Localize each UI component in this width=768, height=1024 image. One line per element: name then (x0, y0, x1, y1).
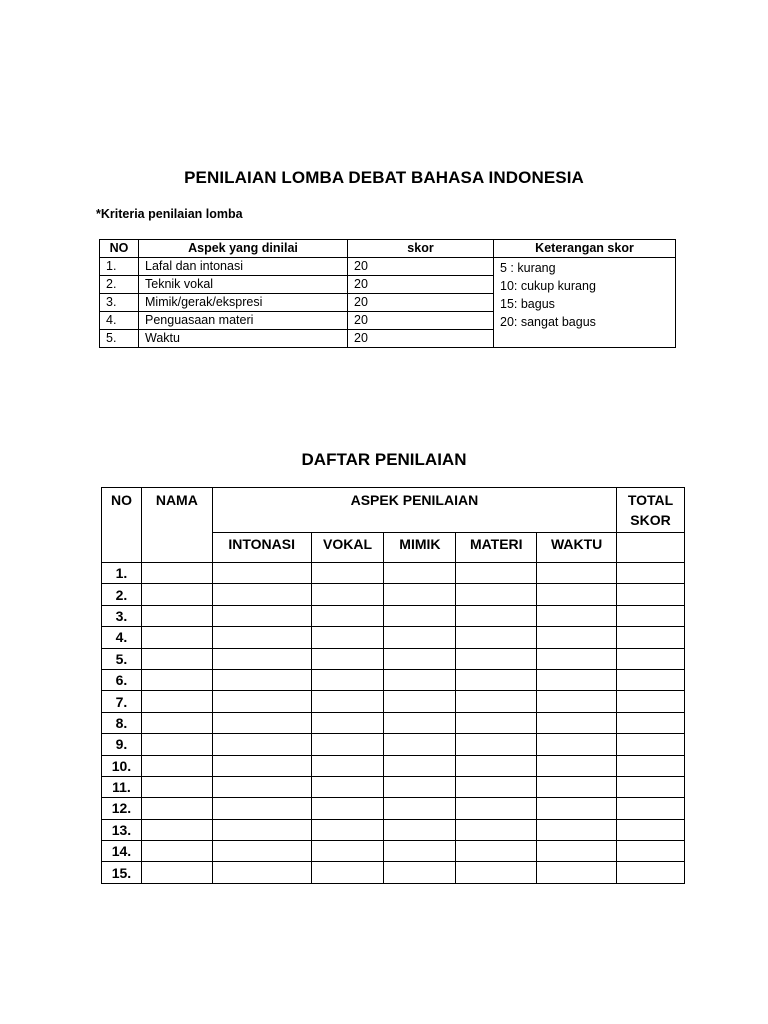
row-number: 3. (102, 605, 142, 626)
score-cell (617, 862, 685, 883)
criteria-header-no: NO (100, 240, 139, 258)
score-cell (141, 605, 212, 626)
score-cell (537, 841, 617, 862)
score-cell (537, 862, 617, 883)
score-cell (311, 798, 384, 819)
row-number: 14. (102, 841, 142, 862)
score-cell (456, 798, 537, 819)
score-cell (212, 862, 311, 883)
score-cell (311, 605, 384, 626)
score-header-nama: NAMA (141, 488, 212, 563)
score-cell (212, 669, 311, 690)
score-cell (212, 755, 311, 776)
row-number: 9. (102, 734, 142, 755)
score-cell (311, 776, 384, 797)
score-cell (456, 627, 537, 648)
score-cell (311, 841, 384, 862)
score-cell (617, 584, 685, 605)
table-row (102, 862, 685, 883)
criteria-no: 3. (100, 294, 139, 312)
score-header-no: NO (102, 488, 142, 563)
criteria-table (99, 239, 676, 348)
score-cell (617, 798, 685, 819)
score-cell (212, 841, 311, 862)
score-cell (212, 648, 311, 669)
score-cell (384, 755, 456, 776)
score-cell (141, 798, 212, 819)
criteria-aspek: Penguasaan materi (139, 312, 348, 330)
score-cell (311, 584, 384, 605)
score-cell (384, 669, 456, 690)
score-cell (537, 776, 617, 797)
score-cell (456, 712, 537, 733)
table-row (102, 669, 685, 690)
criteria-skor: 20 (348, 330, 494, 348)
score-cell (456, 841, 537, 862)
score-cell (456, 584, 537, 605)
score-cell (141, 862, 212, 883)
row-number: 15. (102, 862, 142, 883)
score-cell (212, 776, 311, 797)
criteria-skor: 20 (348, 294, 494, 312)
criteria-no: 4. (100, 312, 139, 330)
criteria-header-aspek: Aspek yang dinilai (139, 240, 348, 258)
score-cell (311, 627, 384, 648)
score-cell (537, 648, 617, 669)
score-sheet-body (102, 563, 685, 884)
score-cell (141, 841, 212, 862)
score-sheet-title: DAFTAR PENILAIAN (301, 450, 467, 469)
score-cell (537, 691, 617, 712)
score-cell (617, 734, 685, 755)
score-cell (384, 691, 456, 712)
score-cell (617, 755, 685, 776)
score-cell (212, 627, 311, 648)
score-sheet-table (101, 487, 685, 884)
score-cell (212, 798, 311, 819)
row-number: 4. (102, 627, 142, 648)
score-cell (212, 819, 311, 840)
criteria-row (100, 258, 676, 276)
score-cell (311, 669, 384, 690)
table-row (102, 841, 685, 862)
criteria-skor: 20 (348, 312, 494, 330)
total-label: TOTAL (627, 492, 674, 508)
score-cell (537, 712, 617, 733)
score-header-total (617, 488, 685, 533)
score-cell (384, 712, 456, 733)
score-cell (384, 862, 456, 883)
score-cell (212, 691, 311, 712)
criteria-skor: 20 (348, 258, 494, 276)
score-cell (384, 627, 456, 648)
score-cell (311, 862, 384, 883)
row-number: 11. (102, 776, 142, 797)
table-row (102, 755, 685, 776)
score-cell (617, 776, 685, 797)
table-row (102, 584, 685, 605)
score-header-aspek: ASPEK PENILAIAN (212, 488, 616, 533)
score-cell (537, 627, 617, 648)
score-cell (456, 755, 537, 776)
score-cell (311, 563, 384, 584)
table-row (102, 563, 685, 584)
score-cell (212, 605, 311, 626)
score-cell (537, 563, 617, 584)
score-cell (141, 712, 212, 733)
score-cell (456, 563, 537, 584)
score-cell (384, 734, 456, 755)
row-number: 12. (102, 798, 142, 819)
criteria-aspek: Teknik vokal (139, 276, 348, 294)
criteria-aspek: Waktu (139, 330, 348, 348)
score-cell (537, 755, 617, 776)
score-cell (456, 669, 537, 690)
criteria-header-row (100, 240, 676, 258)
score-cell (311, 819, 384, 840)
score-cell (141, 734, 212, 755)
score-cell (141, 691, 212, 712)
score-cell (617, 669, 685, 690)
score-cell (141, 669, 212, 690)
score-cell (617, 648, 685, 669)
row-number: 1. (102, 563, 142, 584)
score-cell (537, 584, 617, 605)
score-cell (617, 627, 685, 648)
score-header-intonasi: INTONASI (212, 533, 311, 563)
criteria-skor: 20 (348, 276, 494, 294)
score-cell (311, 648, 384, 669)
score-cell (617, 563, 685, 584)
row-number: 10. (102, 755, 142, 776)
criteria-header-skor: skor (348, 240, 494, 258)
score-cell (141, 819, 212, 840)
score-cell (141, 584, 212, 605)
score-cell (617, 841, 685, 862)
score-header-row (102, 488, 685, 533)
score-cell (212, 584, 311, 605)
row-number: 7. (102, 691, 142, 712)
table-row (102, 627, 685, 648)
score-cell (212, 563, 311, 584)
keterangan-line: 15: bagus (500, 297, 555, 311)
score-cell (617, 819, 685, 840)
keterangan-line: 5 : kurang (500, 261, 556, 275)
score-header-mimik: MIMIK (384, 533, 456, 563)
row-number: 8. (102, 712, 142, 733)
score-header-materi: MATERI (456, 533, 537, 563)
score-cell (456, 648, 537, 669)
score-cell (311, 755, 384, 776)
table-row (102, 819, 685, 840)
score-cell (537, 669, 617, 690)
score-cell (456, 605, 537, 626)
score-cell (537, 798, 617, 819)
score-cell (456, 734, 537, 755)
criteria-subtitle: *Kriteria penilaian lomba (96, 207, 243, 221)
skor-label: SKOR (630, 512, 671, 528)
table-row (102, 691, 685, 712)
score-cell (311, 712, 384, 733)
score-cell (537, 819, 617, 840)
score-cell (384, 776, 456, 797)
score-header-waktu: WAKTU (537, 533, 617, 563)
criteria-aspek: Mimik/gerak/ekspresi (139, 294, 348, 312)
score-cell (212, 734, 311, 755)
score-cell (384, 841, 456, 862)
score-cell (537, 734, 617, 755)
table-row (102, 776, 685, 797)
score-cell (311, 734, 384, 755)
score-cell (141, 648, 212, 669)
score-header-total-blank (617, 533, 685, 563)
criteria-header-keterangan: Keterangan skor (494, 240, 676, 258)
score-cell (384, 648, 456, 669)
score-cell (456, 819, 537, 840)
score-cell (212, 712, 311, 733)
row-number: 13. (102, 819, 142, 840)
score-cell (617, 712, 685, 733)
score-cell (384, 584, 456, 605)
score-cell (141, 563, 212, 584)
keterangan-line: 10: cukup kurang (500, 279, 596, 293)
criteria-keterangan (494, 258, 676, 348)
score-cell (617, 691, 685, 712)
criteria-no: 5. (100, 330, 139, 348)
score-cell (384, 605, 456, 626)
criteria-no: 1. (100, 258, 139, 276)
score-cell (141, 776, 212, 797)
score-cell (311, 691, 384, 712)
table-row (102, 648, 685, 669)
criteria-no: 2. (100, 276, 139, 294)
table-row (102, 798, 685, 819)
score-cell (456, 691, 537, 712)
score-cell (456, 776, 537, 797)
row-number: 6. (102, 669, 142, 690)
score-cell (141, 627, 212, 648)
score-cell (384, 563, 456, 584)
score-cell (141, 755, 212, 776)
score-cell (456, 862, 537, 883)
score-cell (384, 819, 456, 840)
table-row (102, 712, 685, 733)
table-row (102, 734, 685, 755)
table-row (102, 605, 685, 626)
score-header-vokal: VOKAL (311, 533, 384, 563)
page-title: PENILAIAN LOMBA DEBAT BAHASA INDONESIA (184, 168, 584, 187)
keterangan-line: 20: sangat bagus (500, 315, 596, 329)
row-number: 5. (102, 648, 142, 669)
row-number: 2. (102, 584, 142, 605)
score-cell (384, 798, 456, 819)
score-cell (617, 605, 685, 626)
criteria-aspek: Lafal dan intonasi (139, 258, 348, 276)
score-cell (537, 605, 617, 626)
